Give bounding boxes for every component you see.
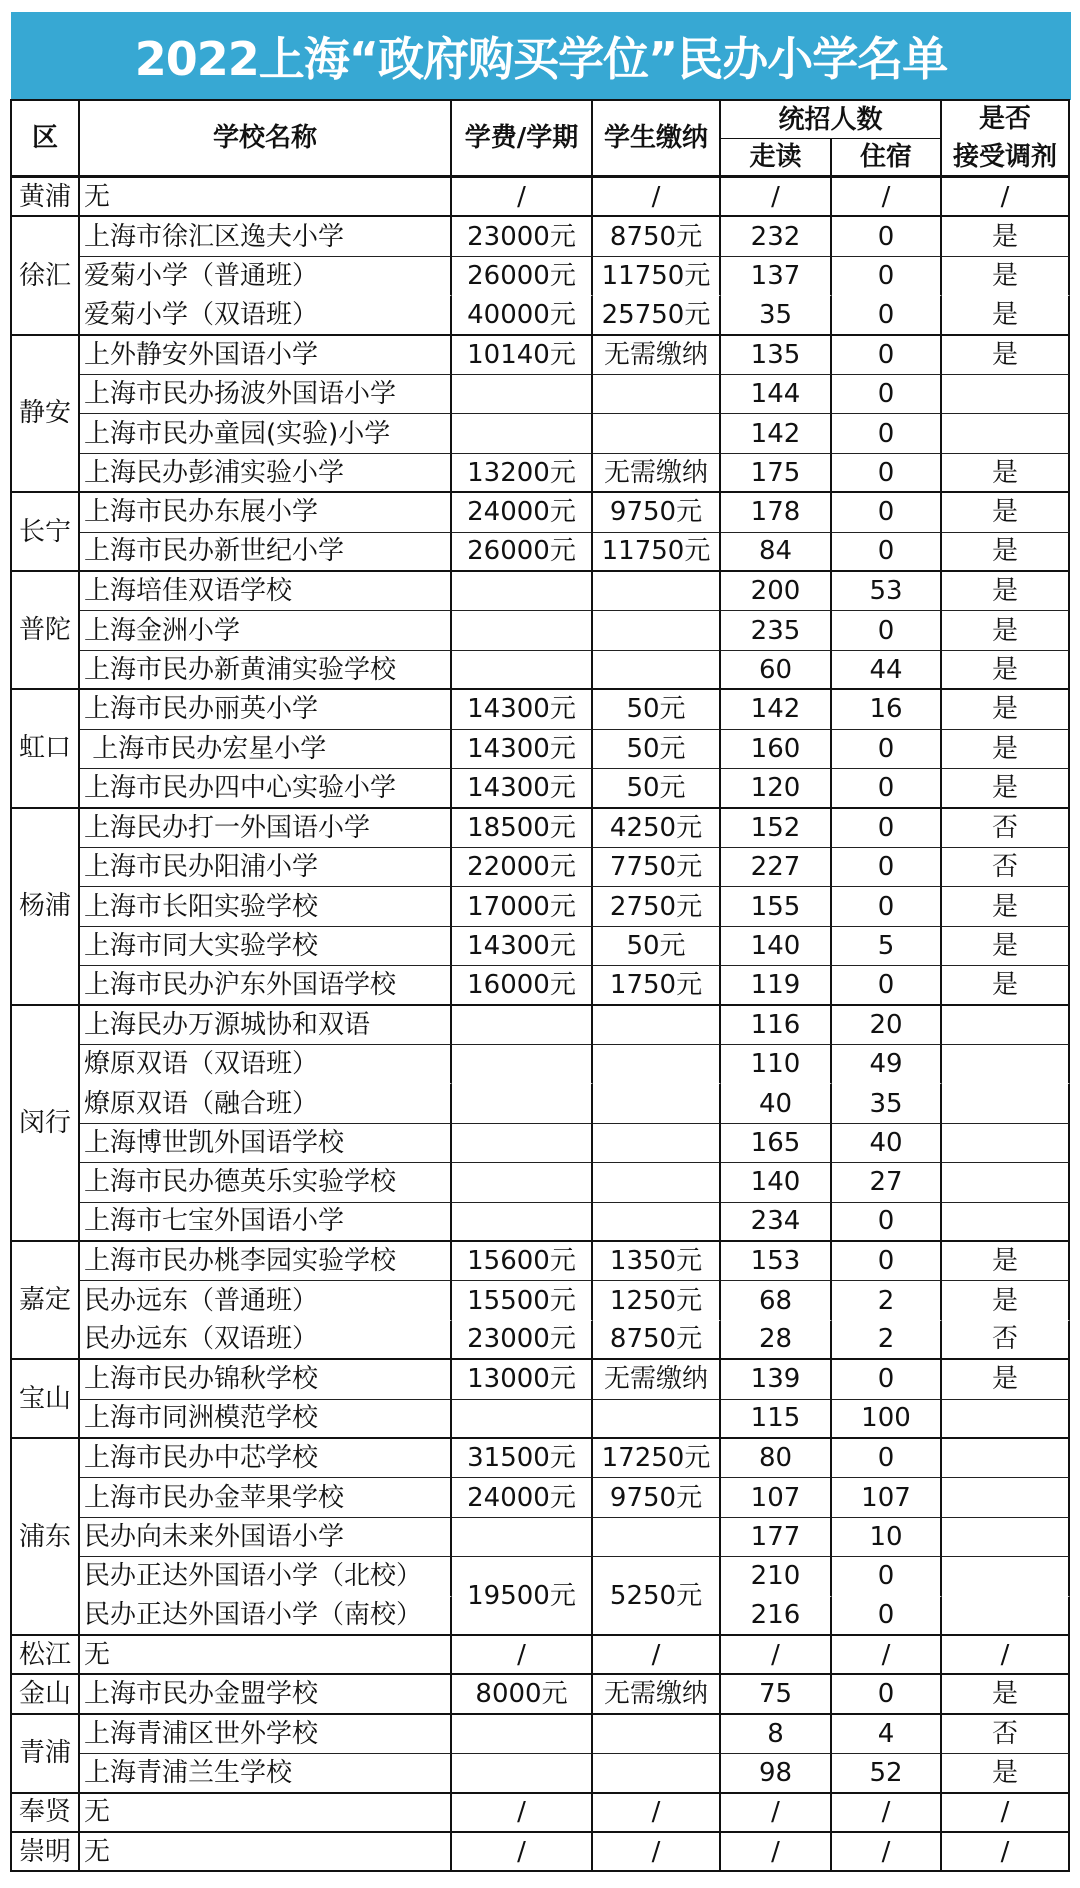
accept-adjustment-cell (942, 1478, 1070, 1517)
boarding-count-cell: 0 (832, 414, 942, 453)
header-district: 区 (12, 101, 80, 178)
school-name-cell: 上海市民办宏星小学 (80, 730, 452, 769)
tuition-cell (452, 1715, 593, 1754)
day-student-count-cell: 40 (721, 1084, 832, 1123)
school-name-cell: 上海市民办阳浦小学 (80, 848, 452, 887)
student-payment-cell: / (593, 1794, 721, 1833)
day-student-count-cell: 140 (721, 927, 832, 966)
accept-adjustment-cell: 是 (942, 769, 1070, 808)
accept-adjustment-cell (942, 1400, 1070, 1439)
day-student-count-cell: 115 (721, 1400, 832, 1439)
boarding-count-cell: 52 (832, 1754, 942, 1793)
boarding-count-cell: 0 (832, 257, 942, 296)
student-payment-cell: 17250元 (593, 1439, 721, 1478)
district-cell: 奉贤 (12, 1794, 80, 1833)
student-payment-cell (593, 1045, 721, 1084)
tuition-cell (452, 1006, 593, 1045)
tuition-cell: / (452, 1636, 593, 1675)
school-name-cell: 民办远东（普通班） (80, 1281, 452, 1320)
tuition-cell (452, 414, 593, 453)
boarding-count-cell: 0 (832, 611, 942, 650)
school-name-cell: 上海市民办桃李园实验学校 (80, 1242, 452, 1281)
district-cell: 闵行 (12, 1006, 80, 1242)
day-student-count-cell: 200 (721, 572, 832, 611)
boarding-count-cell: 0 (832, 336, 942, 375)
boarding-count-cell: 0 (832, 296, 942, 335)
school-name-cell: 上海民办彭浦实验小学 (80, 454, 452, 493)
tuition-cell: 15600元 (452, 1242, 593, 1281)
student-payment-cell (593, 414, 721, 453)
tuition-cell: 24000元 (452, 493, 593, 532)
school-name-cell: 上海市民办中芯学校 (80, 1439, 452, 1478)
district-cell: 松江 (12, 1636, 80, 1675)
boarding-count-cell: / (832, 1636, 942, 1675)
school-name-cell: 上海青浦兰生学校 (80, 1754, 452, 1793)
day-student-count-cell: 142 (721, 690, 832, 729)
day-student-count-cell: / (721, 178, 832, 217)
boarding-count-cell: 0 (832, 769, 942, 808)
student-payment-cell (593, 1124, 721, 1163)
student-payment-cell (593, 1203, 721, 1242)
boarding-count-cell: 49 (832, 1045, 942, 1084)
tuition-cell: 22000元 (452, 848, 593, 887)
boarding-count-cell: 35 (832, 1084, 942, 1123)
accept-adjustment-cell: 是 (942, 611, 1070, 650)
day-student-count-cell: 28 (721, 1321, 832, 1360)
tuition-cell (452, 572, 593, 611)
tuition-cell (452, 1203, 593, 1242)
school-name-cell: 上海市民办丽英小学 (80, 690, 452, 729)
day-student-count-cell: 120 (721, 769, 832, 808)
boarding-count-cell: 0 (832, 375, 942, 414)
school-name-cell: 上海市民办新黄浦实验学校 (80, 651, 452, 690)
boarding-count-cell: 0 (832, 809, 942, 848)
boarding-count-cell: 2 (832, 1321, 942, 1360)
day-student-count-cell: 160 (721, 730, 832, 769)
boarding-count-cell: 16 (832, 690, 942, 729)
day-student-count-cell: 60 (721, 651, 832, 690)
accept-adjustment-cell: / (942, 1636, 1070, 1675)
day-student-count-cell: 165 (721, 1124, 832, 1163)
accept-adjustment-cell (942, 1557, 1070, 1596)
boarding-count-cell: 0 (832, 454, 942, 493)
day-student-count-cell: 178 (721, 493, 832, 532)
school-name-cell: 上海市民办东展小学 (80, 493, 452, 532)
accept-adjustment-cell: 是 (942, 336, 1070, 375)
student-payment-cell (593, 1400, 721, 1439)
student-payment-cell (593, 1084, 721, 1123)
school-name-cell: 民办远东（双语班） (80, 1321, 452, 1360)
day-student-count-cell: 35 (721, 296, 832, 335)
school-name-cell: 上海市同洲模范学校 (80, 1400, 452, 1439)
district-cell: 宝山 (12, 1360, 80, 1439)
day-student-count-cell: 84 (721, 533, 832, 572)
tuition-cell (452, 651, 593, 690)
student-payment-cell (593, 611, 721, 650)
student-payment-cell (593, 651, 721, 690)
accept-adjustment-cell (942, 1203, 1070, 1242)
day-student-count-cell: 153 (721, 1242, 832, 1281)
tuition-cell: 8000元 (452, 1675, 593, 1714)
boarding-count-cell: 5 (832, 927, 942, 966)
boarding-count-cell: / (832, 1833, 942, 1872)
accept-adjustment-cell: 是 (942, 1754, 1070, 1793)
tuition-cell (452, 1045, 593, 1084)
day-student-count-cell: 210 (721, 1557, 832, 1596)
student-payment-cell (593, 1715, 721, 1754)
student-payment-cell (593, 375, 721, 414)
student-payment-cell (593, 1754, 721, 1793)
accept-adjustment-cell: 是 (942, 887, 1070, 926)
tuition-cell (452, 611, 593, 650)
accept-adjustment-cell: 是 (942, 1360, 1070, 1399)
district-cell: 杨浦 (12, 809, 80, 1006)
accept-adjustment-cell: 是 (942, 927, 1070, 966)
tuition-cell: 40000元 (452, 296, 593, 335)
day-student-count-cell: 227 (721, 848, 832, 887)
student-payment-cell: 9750元 (593, 1478, 721, 1517)
tuition-cell: 19500元 (452, 1557, 593, 1636)
schools-table (10, 99, 1070, 1872)
school-name-cell: 上海博世凯外国语学校 (80, 1124, 452, 1163)
accept-adjustment-cell: / (942, 1833, 1070, 1872)
school-name-cell: 无 (80, 1794, 452, 1833)
accept-adjustment-cell: 是 (942, 533, 1070, 572)
tuition-cell (452, 1163, 593, 1202)
accept-adjustment-cell (942, 1163, 1070, 1202)
accept-adjustment-cell: 否 (942, 809, 1070, 848)
boarding-count-cell: 107 (832, 1478, 942, 1517)
school-name-cell: 民办向未来外国语小学 (80, 1518, 452, 1557)
student-payment-cell: 50元 (593, 690, 721, 729)
day-student-count-cell: 144 (721, 375, 832, 414)
boarding-count-cell: 0 (832, 1597, 942, 1636)
accept-adjustment-cell (942, 1597, 1070, 1636)
day-student-count-cell: 235 (721, 611, 832, 650)
boarding-count-cell: 0 (832, 1675, 942, 1714)
accept-adjustment-cell: 是 (942, 651, 1070, 690)
accept-adjustment-cell: 否 (942, 1321, 1070, 1360)
boarding-count-cell: 0 (832, 493, 942, 532)
district-cell: 普陀 (12, 572, 80, 690)
accept-adjustment-cell (942, 1124, 1070, 1163)
student-payment-cell: / (593, 1636, 721, 1675)
day-student-count-cell: / (721, 1833, 832, 1872)
school-name-cell: 上海市徐汇区逸夫小学 (80, 217, 452, 256)
tuition-cell (452, 1400, 593, 1439)
day-student-count-cell: 68 (721, 1281, 832, 1320)
tuition-cell: 14300元 (452, 927, 593, 966)
school-name-cell: 上海市民办锦秋学校 (80, 1360, 452, 1399)
tuition-cell (452, 1084, 593, 1123)
boarding-count-cell: 2 (832, 1281, 942, 1320)
accept-adjustment-cell: 是 (942, 296, 1070, 335)
day-student-count-cell: 8 (721, 1715, 832, 1754)
accept-adjustment-cell: 是 (942, 690, 1070, 729)
day-student-count-cell: 216 (721, 1597, 832, 1636)
tuition-cell: 14300元 (452, 730, 593, 769)
student-payment-cell: 1350元 (593, 1242, 721, 1281)
day-student-count-cell: 116 (721, 1006, 832, 1045)
school-name-cell: 上海金洲小学 (80, 611, 452, 650)
student-payment-cell: 8750元 (593, 217, 721, 256)
boarding-count-cell: 0 (832, 848, 942, 887)
boarding-count-cell: 53 (832, 572, 942, 611)
school-name-cell: 无 (80, 1636, 452, 1675)
day-student-count-cell: 234 (721, 1203, 832, 1242)
student-payment-cell: 8750元 (593, 1321, 721, 1360)
student-payment-cell: 50元 (593, 730, 721, 769)
accept-adjustment-cell: 否 (942, 1715, 1070, 1754)
school-name-cell: 上海市民办沪东外国语学校 (80, 966, 452, 1005)
boarding-count-cell: 0 (832, 887, 942, 926)
day-student-count-cell: 107 (721, 1478, 832, 1517)
tuition-cell (452, 1518, 593, 1557)
boarding-count-cell: 4 (832, 1715, 942, 1754)
day-student-count-cell: 98 (721, 1754, 832, 1793)
student-payment-cell: 50元 (593, 927, 721, 966)
tuition-cell: 24000元 (452, 1478, 593, 1517)
student-payment-cell: 无需缴纳 (593, 1675, 721, 1714)
boarding-count-cell: 0 (832, 1557, 942, 1596)
accept-adjustment-cell: 是 (942, 730, 1070, 769)
tuition-cell: 18500元 (452, 809, 593, 848)
accept-adjustment-cell: 是 (942, 966, 1070, 1005)
tuition-cell: 26000元 (452, 257, 593, 296)
student-payment-cell: / (593, 178, 721, 217)
school-name-cell: 上海民办万源城协和双语 (80, 1006, 452, 1045)
tuition-cell: 15500元 (452, 1281, 593, 1320)
school-name-cell: 无 (80, 1833, 452, 1872)
school-name-cell: 上海市民办扬波外国语小学 (80, 375, 452, 414)
boarding-count-cell: 100 (832, 1400, 942, 1439)
accept-adjustment-cell (942, 1045, 1070, 1084)
district-cell: 金山 (12, 1675, 80, 1714)
student-payment-cell: 11750元 (593, 533, 721, 572)
school-name-cell: 爱菊小学（双语班） (80, 296, 452, 335)
day-student-count-cell: 139 (721, 1360, 832, 1399)
day-student-count-cell: / (721, 1636, 832, 1675)
school-name-cell: 上海市民办新世纪小学 (80, 533, 452, 572)
student-payment-cell: 无需缴纳 (593, 336, 721, 375)
district-cell: 徐汇 (12, 217, 80, 335)
header-boarding: 住宿 (832, 139, 942, 178)
school-name-cell: 上海市民办德英乐实验学校 (80, 1163, 452, 1202)
day-student-count-cell: 140 (721, 1163, 832, 1202)
header-student-payment: 学生缴纳 (593, 101, 721, 178)
tuition-cell: 23000元 (452, 217, 593, 256)
header-school-name: 学校名称 (80, 101, 452, 178)
day-student-count-cell: 75 (721, 1675, 832, 1714)
accept-adjustment-cell (942, 1006, 1070, 1045)
boarding-count-cell: 20 (832, 1006, 942, 1045)
student-payment-cell: 50元 (593, 769, 721, 808)
header-day-student: 走读 (721, 139, 832, 178)
student-payment-cell: 7750元 (593, 848, 721, 887)
boarding-count-cell: / (832, 178, 942, 217)
boarding-count-cell: 0 (832, 533, 942, 572)
boarding-count-cell: 10 (832, 1518, 942, 1557)
student-payment-cell: 1250元 (593, 1281, 721, 1320)
header-accept-adjustment-line1: 是否 (978, 104, 1031, 134)
school-name-cell: 上外静安外国语小学 (80, 336, 452, 375)
day-student-count-cell: 232 (721, 217, 832, 256)
school-name-cell: 上海市七宝外国语小学 (80, 1203, 452, 1242)
tuition-cell: 10140元 (452, 336, 593, 375)
tuition-cell: 14300元 (452, 690, 593, 729)
boarding-count-cell: 44 (832, 651, 942, 690)
school-name-cell: 上海青浦区世外学校 (80, 1715, 452, 1754)
accept-adjustment-cell (942, 1084, 1070, 1123)
student-payment-cell: 25750元 (593, 296, 721, 335)
school-name-cell: 燎原双语（融合班） (80, 1084, 452, 1123)
accept-adjustment-cell: 是 (942, 493, 1070, 532)
accept-adjustment-cell: 是 (942, 1675, 1070, 1714)
school-name-cell: 爱菊小学（普通班） (80, 257, 452, 296)
student-payment-cell: 4250元 (593, 809, 721, 848)
tuition-cell: / (452, 1794, 593, 1833)
boarding-count-cell: 40 (832, 1124, 942, 1163)
page-title: 2022上海“政府购买学位”民办小学名单 (134, 32, 948, 86)
day-student-count-cell: 119 (721, 966, 832, 1005)
school-name-cell: 上海市同大实验学校 (80, 927, 452, 966)
school-name-cell: 上海市民办金苹果学校 (80, 1478, 452, 1517)
district-cell: 嘉定 (12, 1242, 80, 1360)
header-accept-adjustment-line2: 接受调剂 (952, 142, 1057, 172)
accept-adjustment-cell (942, 1518, 1070, 1557)
school-name-cell: 上海市民办金盟学校 (80, 1675, 452, 1714)
student-payment-cell: 无需缴纳 (593, 1360, 721, 1399)
school-name-cell: 无 (80, 178, 452, 217)
boarding-count-cell: / (832, 1794, 942, 1833)
accept-adjustment-cell: 是 (942, 454, 1070, 493)
student-payment-cell: 2750元 (593, 887, 721, 926)
tuition-cell: 26000元 (452, 533, 593, 572)
tuition-cell: 13000元 (452, 1360, 593, 1399)
tuition-cell: 16000元 (452, 966, 593, 1005)
boarding-count-cell: 27 (832, 1163, 942, 1202)
accept-adjustment-cell (942, 414, 1070, 453)
tuition-cell (452, 375, 593, 414)
school-name-cell: 燎原双语（双语班） (80, 1045, 452, 1084)
school-name-cell: 上海市民办四中心实验小学 (80, 769, 452, 808)
school-name-cell: 上海市长阳实验学校 (80, 887, 452, 926)
header-enrollment: 统招人数 (721, 101, 942, 139)
tuition-cell: 23000元 (452, 1321, 593, 1360)
school-name-cell: 民办正达外国语小学（南校） (80, 1597, 452, 1636)
boarding-count-cell: 0 (832, 730, 942, 769)
boarding-count-cell: 0 (832, 1439, 942, 1478)
day-student-count-cell: 175 (721, 454, 832, 493)
district-cell: 青浦 (12, 1715, 80, 1794)
tuition-cell: 13200元 (452, 454, 593, 493)
boarding-count-cell: 0 (832, 1203, 942, 1242)
tuition-cell: 31500元 (452, 1439, 593, 1478)
tuition-cell (452, 1754, 593, 1793)
accept-adjustment-cell: 是 (942, 257, 1070, 296)
accept-adjustment-cell (942, 375, 1070, 414)
boarding-count-cell: 0 (832, 1242, 942, 1281)
district-cell: 静安 (12, 336, 80, 494)
header-accept-adjustment (942, 101, 1070, 178)
district-cell: 黄浦 (12, 178, 80, 217)
day-student-count-cell: 152 (721, 809, 832, 848)
student-payment-cell: 9750元 (593, 493, 721, 532)
boarding-count-cell: 0 (832, 966, 942, 1005)
day-student-count-cell: 177 (721, 1518, 832, 1557)
school-name-cell: 上海培佳双语学校 (80, 572, 452, 611)
day-student-count-cell: 80 (721, 1439, 832, 1478)
accept-adjustment-cell: 是 (942, 217, 1070, 256)
accept-adjustment-cell (942, 1439, 1070, 1478)
accept-adjustment-cell: 是 (942, 572, 1070, 611)
school-name-cell: 上海市民办童园(实验)小学 (80, 414, 452, 453)
student-payment-cell: 11750元 (593, 257, 721, 296)
tuition-cell (452, 1124, 593, 1163)
day-student-count-cell: 110 (721, 1045, 832, 1084)
accept-adjustment-cell: / (942, 1794, 1070, 1833)
district-cell: 浦东 (12, 1439, 80, 1636)
district-cell: 崇明 (12, 1833, 80, 1872)
student-payment-cell: 5250元 (593, 1557, 721, 1636)
tuition-cell: 17000元 (452, 887, 593, 926)
day-student-count-cell: 137 (721, 257, 832, 296)
student-payment-cell: 1750元 (593, 966, 721, 1005)
tuition-cell: / (452, 178, 593, 217)
school-name-cell: 上海民办打一外国语小学 (80, 809, 452, 848)
day-student-count-cell: 155 (721, 887, 832, 926)
student-payment-cell (593, 1006, 721, 1045)
title-banner (11, 12, 1071, 100)
tuition-cell: / (452, 1833, 593, 1872)
student-payment-cell (593, 1518, 721, 1557)
day-student-count-cell: 142 (721, 414, 832, 453)
accept-adjustment-cell: 否 (942, 848, 1070, 887)
boarding-count-cell: 0 (832, 1360, 942, 1399)
accept-adjustment-cell: 是 (942, 1281, 1070, 1320)
day-student-count-cell: / (721, 1794, 832, 1833)
district-cell: 虹口 (12, 690, 80, 808)
header-tuition: 学费/学期 (452, 101, 593, 178)
accept-adjustment-cell: / (942, 178, 1070, 217)
district-cell: 长宁 (12, 493, 80, 572)
tuition-cell: 14300元 (452, 769, 593, 808)
student-payment-cell (593, 1163, 721, 1202)
school-name-cell: 民办正达外国语小学（北校） (80, 1557, 452, 1596)
accept-adjustment-cell: 是 (942, 1242, 1070, 1281)
student-payment-cell: / (593, 1833, 721, 1872)
student-payment-cell: 无需缴纳 (593, 454, 721, 493)
student-payment-cell (593, 572, 721, 611)
boarding-count-cell: 0 (832, 217, 942, 256)
day-student-count-cell: 135 (721, 336, 832, 375)
